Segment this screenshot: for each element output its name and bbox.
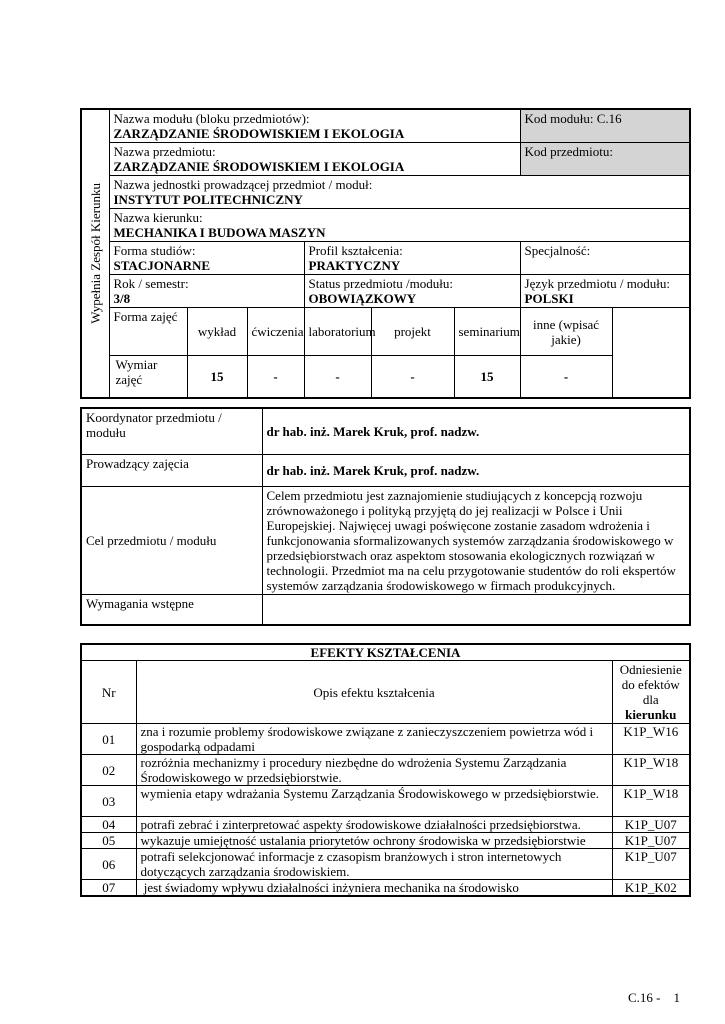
prereq-value [262, 594, 690, 625]
module-name-value: ZARZĄDZANIE ŚRODOWISKIEM I EKOLOGIA [113, 126, 405, 141]
field-label: Nazwa kierunku: [113, 210, 203, 225]
table-row [81, 755, 690, 786]
hours-value: - [371, 356, 454, 398]
study-form-label: Forma studiów: [113, 243, 196, 258]
profile-label: Profil kształcenia: [308, 243, 403, 258]
table-row [81, 786, 690, 817]
goal-label: Cel przedmiotu / modułu [81, 486, 262, 594]
hours-label: Wymiar zajęć [109, 356, 187, 398]
effect-ref: K1P_W18 [612, 786, 690, 817]
classes-header: ćwiczenia [247, 308, 304, 356]
subject-name-label: Nazwa przedmiotu: [113, 144, 216, 159]
side-label: Wypełnia Zespół Kierunku [87, 182, 103, 324]
effect-desc: potrafi selekcjonować informacje z czasopism branżowych i stron internetowych dotyczących zarządzania środowiskiem. [136, 849, 612, 880]
coordinator-label: Koordynator przedmiotu / modułu [81, 408, 262, 454]
module-name-cell [109, 109, 520, 143]
module-name-label: Nazwa modułu (bloku przedmiotów): [113, 111, 310, 126]
col-ref-line1: Odniesienie do efektów dla [619, 662, 682, 707]
hours-value: - [520, 356, 612, 398]
table-row [81, 849, 690, 880]
year-label: Rok / semestr: [113, 276, 189, 291]
classes-header: wykład [187, 308, 247, 356]
status-cell [304, 275, 520, 308]
unit-value: INSTYTUT POLITECHNICZNY [113, 192, 303, 207]
page-number: C.16 - 1 [628, 990, 680, 1005]
effect-nr: 03 [81, 786, 136, 817]
profile-cell [304, 242, 520, 275]
unit-label: Nazwa jednostki prowadzącej przedmiot / moduł: [113, 177, 373, 192]
effect-desc: jest świadomy wpływu działalności inżyniera mechanika na środowisko [136, 880, 612, 897]
language-cell [520, 275, 690, 308]
language-label: Język przedmiotu / modułu: [524, 276, 671, 291]
subject-name-cell [109, 143, 520, 176]
col-desc: Opis efektu kształcenia [136, 661, 612, 724]
profile-value: PRAKTYCZNY [308, 258, 401, 273]
specialty-cell [520, 242, 690, 275]
side-label-cell [81, 109, 109, 398]
status-value: OBOWIĄZKOWY [308, 291, 417, 306]
effects-table [80, 643, 691, 897]
table-row [81, 724, 690, 755]
effect-ref: K1P_U07 [612, 849, 690, 880]
col-nr: Nr [81, 661, 136, 724]
classes-header: laboratorium [304, 308, 371, 356]
coordinator-value: dr hab. inż. Marek Kruk, prof. nadzw. [262, 408, 690, 454]
hours-value: 15 [187, 356, 247, 398]
classes-header: projekt [371, 308, 454, 356]
effect-desc: wymienia etapy wdrażania Systemu Zarządzania Środowiskowego w przedsiębiorstwie. [136, 786, 612, 817]
effect-nr: 02 [81, 755, 136, 786]
col-ref [612, 661, 690, 724]
effects-title: EFEKTY KSZTAŁCENIA [81, 644, 690, 661]
hours-value: - [304, 356, 371, 398]
year-value: 3/8 [113, 291, 131, 306]
field-cell [109, 209, 690, 242]
module-code: Kod modułu: C.16 [520, 109, 690, 143]
effect-desc: wykazuje umiejętność ustalania priorytetów ochrony środowiska w przedsiębiorstwie [136, 833, 612, 849]
effect-ref: K1P_U07 [612, 833, 690, 849]
unit-cell [109, 176, 690, 209]
table-row [81, 880, 690, 897]
effect-nr: 04 [81, 817, 136, 833]
study-form-value: STACJONARNE [113, 258, 211, 273]
effect-desc: zna i rozumie problemy środowiskowe związane z zanieczyszczeniem powietrza wód i gospodarką odpadami [136, 724, 612, 755]
field-value: MECHANIKA I BUDOWA MASZYN [113, 225, 326, 240]
lecturer-label: Prowadzący zajęcia [81, 454, 262, 486]
hours-value: 15 [454, 356, 520, 398]
effect-nr: 01 [81, 724, 136, 755]
study-form-cell [109, 242, 304, 275]
course-info-table [80, 407, 691, 626]
effect-ref: K1P_U07 [612, 817, 690, 833]
effect-ref: K1P_K02 [612, 880, 690, 897]
specialty-label: Specjalność: [524, 243, 591, 258]
module-info-table [80, 108, 691, 399]
effect-nr: 05 [81, 833, 136, 849]
effect-desc: rozróżnia mechanizmy i procedury niezbędne do wdrożenia Systemu Zarządzania Środowiskowego w przedsiębiorstwie. [136, 755, 612, 786]
hours-value: - [247, 356, 304, 398]
classes-header: inne (wpisać jakie) [520, 308, 612, 356]
effect-ref: K1P_W16 [612, 724, 690, 755]
effect-nr: 06 [81, 849, 136, 880]
goal-value: Celem przedmiotu jest zaznajomienie studiujących z koncepcją rozwoju zrównoważonego i polityką przyjętą do jej realizacji w Polsce i Unii Europejskiej. Najwięcej uwagi poświęcone zostanie zasadom wdrożenia i funkcjonowania sformalizowanych systemów zarządzania środowiskowego w przedsiębiorstwach oraz aspektom stosowania ekologicznych rozwiązań w technologii. Przedmiot ma na celu przygotowanie studentów do roli ekspertów systemów zarządzania środowiskowego w firmach produkcyjnych. [262, 486, 690, 594]
subject-name-value: ZARZĄDZANIE ŚRODOWISKIEM I EKOLOGIA [113, 159, 405, 174]
status-label: Status przedmiotu /modułu: [308, 276, 453, 291]
language-value: POLSKI [524, 291, 574, 306]
effect-ref: K1P_W18 [612, 755, 690, 786]
table-row [81, 833, 690, 849]
subject-code: Kod przedmiotu: [520, 143, 690, 176]
prereq-label: Wymagania wstępne [81, 594, 262, 625]
effect-desc: potrafi zebrać i zinterpretować aspekty środowiskowe działalności przedsiębiorstwa. [136, 817, 612, 833]
classes-label: Forma zajęć [109, 308, 187, 356]
effect-nr: 07 [81, 880, 136, 897]
col-ref-line2: kierunku [625, 707, 677, 722]
classes-header: seminarium [454, 308, 520, 356]
year-cell [109, 275, 304, 308]
lecturer-value: dr hab. inż. Marek Kruk, prof. nadzw. [262, 454, 690, 486]
table-row [81, 817, 690, 833]
